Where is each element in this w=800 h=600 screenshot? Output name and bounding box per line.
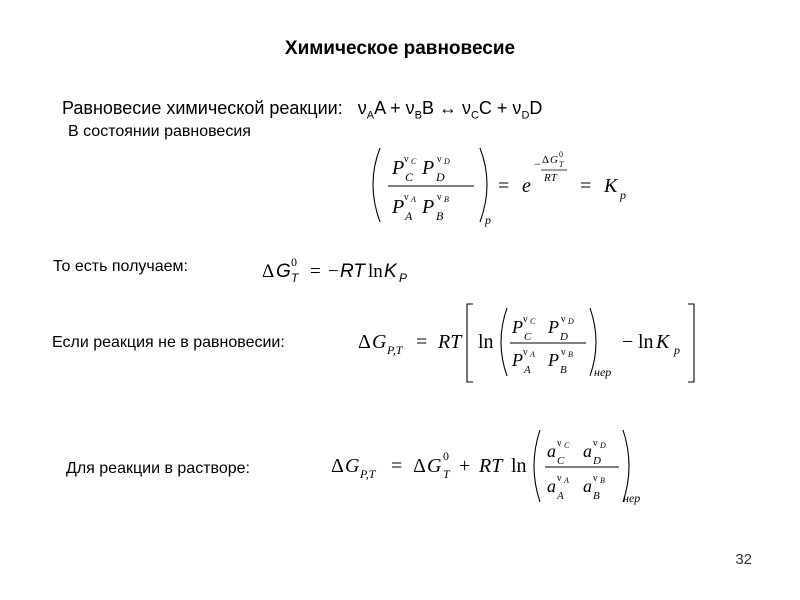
svg-text:D: D bbox=[444, 157, 450, 166]
svg-text:=: = bbox=[498, 175, 510, 197]
svg-text:C: C bbox=[530, 317, 536, 326]
svg-text:B: B bbox=[600, 476, 605, 485]
svg-text:A: A bbox=[557, 490, 564, 502]
svg-text:D: D bbox=[436, 170, 445, 184]
svg-text:P: P bbox=[399, 271, 408, 285]
svg-text:K: K bbox=[656, 331, 670, 353]
svg-text:нер: нер bbox=[623, 491, 641, 505]
svg-text:P,T: P,T bbox=[360, 467, 376, 481]
svg-text:K: K bbox=[604, 175, 618, 197]
svg-text:ν: ν bbox=[523, 347, 528, 358]
svg-text:−: − bbox=[328, 261, 339, 282]
svg-text:ln: ln bbox=[368, 261, 383, 282]
svg-text:C: C bbox=[557, 455, 565, 467]
svg-text:−: − bbox=[622, 331, 634, 353]
svg-text:Δ: Δ bbox=[413, 455, 426, 477]
kp-definition-formula bbox=[360, 142, 660, 228]
svg-text:Δ: Δ bbox=[358, 331, 371, 353]
svg-text:G: G bbox=[276, 261, 291, 282]
svg-text:p: p bbox=[485, 213, 491, 227]
reaction-label: Равновесие химической реакции: bbox=[62, 98, 343, 118]
svg-text:ln: ln bbox=[478, 331, 494, 353]
svg-text:P: P bbox=[392, 157, 405, 179]
svg-text:+: + bbox=[459, 455, 471, 477]
svg-text:B: B bbox=[593, 490, 600, 502]
svg-text:a: a bbox=[547, 476, 556, 496]
svg-text:G: G bbox=[427, 455, 442, 477]
svg-text:0: 0 bbox=[443, 449, 449, 463]
svg-text:=: = bbox=[580, 175, 592, 197]
svg-text:ν: ν bbox=[437, 192, 442, 203]
svg-text:A: A bbox=[411, 195, 416, 204]
svg-text:Δ: Δ bbox=[331, 455, 344, 477]
svg-text:Δ: Δ bbox=[542, 154, 550, 166]
svg-text:RT: RT bbox=[479, 455, 503, 477]
svg-text:=: = bbox=[310, 261, 321, 282]
svg-text:C: C bbox=[411, 157, 417, 166]
svg-text:T: T bbox=[291, 271, 299, 285]
svg-text:P: P bbox=[422, 196, 435, 218]
svg-text:K: K bbox=[384, 261, 397, 282]
svg-text:C: C bbox=[524, 331, 532, 343]
nonequilibrium-gibbs-formula bbox=[350, 300, 710, 386]
svg-text:P: P bbox=[548, 350, 559, 370]
standard-gibbs-formula bbox=[260, 252, 440, 288]
slide-title: Химическое равновесие bbox=[284, 38, 516, 59]
svg-text:C: C bbox=[405, 170, 414, 184]
svg-text:T: T bbox=[559, 160, 564, 169]
svg-text:a: a bbox=[547, 441, 556, 461]
svg-text:e: e bbox=[522, 175, 531, 197]
svg-text:A: A bbox=[564, 476, 569, 485]
svg-text:a: a bbox=[583, 476, 592, 496]
svg-text:нер: нер bbox=[594, 365, 612, 379]
equilibrium-label: В состоянии равновесия bbox=[68, 123, 251, 140]
svg-text:G: G bbox=[372, 331, 387, 353]
svg-text:p: p bbox=[674, 343, 680, 357]
svg-text:D: D bbox=[600, 441, 606, 450]
svg-text:ν: ν bbox=[523, 314, 528, 325]
svg-text:RT: RT bbox=[340, 261, 365, 282]
svg-text:ν: ν bbox=[437, 154, 442, 165]
reaction-equation: $\nu_AA + \nu_BB$ ↔ $\nu_CC + \nu_DD$ bbox=[357, 98, 543, 122]
svg-text:P: P bbox=[392, 196, 405, 218]
svg-text:P: P bbox=[512, 317, 523, 337]
svg-text:A: A bbox=[530, 350, 535, 359]
svg-text:P: P bbox=[512, 350, 523, 370]
obtain-label: То есть получаем: bbox=[53, 258, 188, 275]
svg-text:−: − bbox=[534, 157, 541, 171]
svg-text:RT: RT bbox=[438, 331, 462, 353]
svg-text:Δ: Δ bbox=[262, 261, 275, 282]
svg-text:P: P bbox=[548, 317, 559, 337]
svg-text:G: G bbox=[550, 154, 558, 166]
svg-text:ln: ln bbox=[511, 455, 527, 477]
solution-gibbs-formula bbox=[325, 422, 665, 508]
svg-text:C: C bbox=[564, 441, 570, 450]
svg-text:B: B bbox=[444, 195, 449, 204]
svg-text:B: B bbox=[436, 209, 444, 223]
svg-text:ln: ln bbox=[638, 331, 654, 353]
svg-text:B: B bbox=[560, 364, 567, 376]
solution-label: Для реакции в растворе: bbox=[66, 460, 250, 477]
svg-text:P,T: P,T bbox=[387, 343, 403, 357]
svg-text:ν: ν bbox=[557, 473, 562, 484]
svg-text:G: G bbox=[345, 455, 360, 477]
svg-text:0: 0 bbox=[559, 150, 563, 159]
svg-text:D: D bbox=[593, 455, 601, 467]
svg-text:A: A bbox=[405, 209, 413, 223]
svg-text:p: p bbox=[620, 188, 626, 202]
svg-text:RT: RT bbox=[544, 172, 557, 184]
nonequilibrium-label: Если реакция не в равновесии: bbox=[52, 334, 285, 351]
svg-text:A: A bbox=[524, 364, 531, 376]
svg-text:ν: ν bbox=[404, 192, 409, 203]
svg-text:ν: ν bbox=[557, 438, 562, 449]
svg-text:=: = bbox=[391, 455, 403, 477]
svg-text:ν: ν bbox=[561, 314, 566, 325]
svg-text:ν: ν bbox=[561, 347, 566, 358]
svg-text:=: = bbox=[416, 331, 428, 353]
svg-text:ν: ν bbox=[593, 438, 598, 449]
svg-text:B: B bbox=[568, 350, 573, 359]
svg-text:P: P bbox=[422, 157, 435, 179]
svg-text:D: D bbox=[568, 317, 574, 326]
reaction-line bbox=[62, 98, 542, 122]
svg-text:ν: ν bbox=[404, 154, 409, 165]
svg-text:a: a bbox=[583, 441, 592, 461]
page-number: 32 bbox=[735, 551, 752, 568]
svg-text:ν: ν bbox=[593, 473, 598, 484]
svg-text:0: 0 bbox=[291, 255, 297, 269]
svg-text:T: T bbox=[443, 467, 450, 481]
svg-text:D: D bbox=[560, 331, 568, 343]
